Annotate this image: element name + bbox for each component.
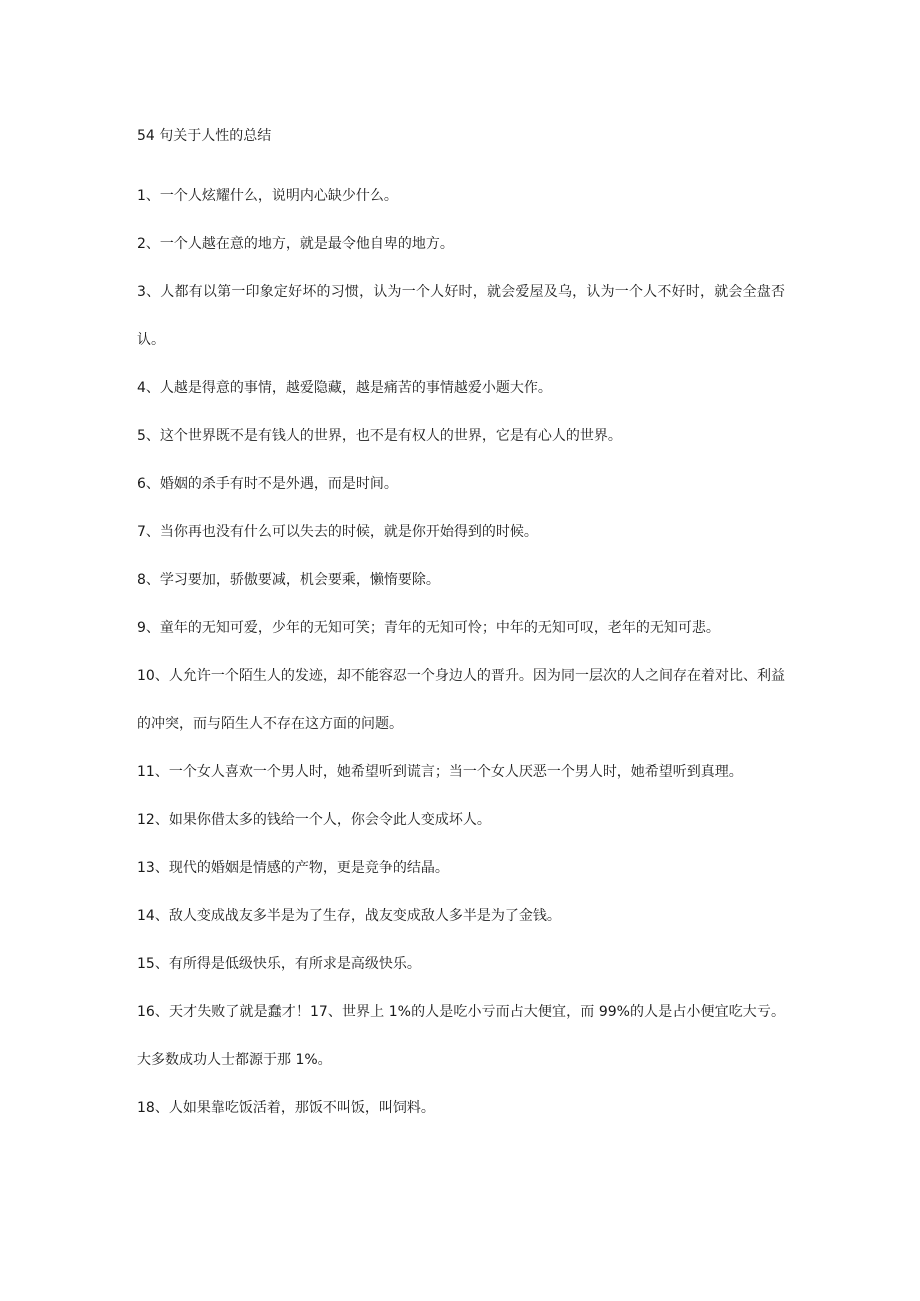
document-body [137,172,785,1132]
paragraph-13: 13、现代的婚姻是情感的产物，更是竞争的结晶。 [137,860,449,876]
paragraph-4: 4、人越是得意的事情，越爱隐藏，越是痛苦的事情越爱小题大作。 [137,380,552,396]
paragraph-8: 8、学习要加，骄傲要减，机会要乘，懒惰要除。 [137,572,440,588]
paragraph-10: 10、人允许一个陌生人的发迹，却不能容忍一个身边人的晋升。因为同一层次的人之间存在着对比、利益的冲突，而与陌生人不存在这方面的问题。 [137,668,785,732]
paragraph-11: 11、一个女人喜欢一个男人时，她希望听到谎言；当一个女人厌恶一个男人时，她希望听到真理。 [137,764,743,780]
paragraph-2: 2、一个人越在意的地方，就是最令他自卑的地方。 [137,236,454,252]
paragraph-12: 12、如果你借太多的钱给一个人，你会令此人变成坏人。 [137,812,491,828]
document-title: 54 句关于人性的总结 [137,128,272,144]
paragraph-1: 1、一个人炫耀什么，说明内心缺少什么。 [137,188,398,204]
paragraph-15: 15、有所得是低级快乐，有所求是高级快乐。 [137,956,421,972]
paragraph-18: 18、人如果靠吃饭活着，那饭不叫饭，叫饲料。 [137,1100,435,1116]
paragraph-7: 7、当你再也没有什么可以失去的时候，就是你开始得到的时候。 [137,524,538,540]
paragraph-9: 9、童年的无知可爱，少年的无知可笑；青年的无知可怜；中年的无知可叹，老年的无知可悲。 [137,620,720,636]
paragraph-6: 6、婚姻的杀手有时不是外遇，而是时间。 [137,476,398,492]
paragraph-14: 14、敌人变成战友多半是为了生存，战友变成敌人多半是为了金钱。 [137,908,561,924]
paragraph-16: 16、天才失败了就是蠢才！17、世界上 1%的人是吃小亏而占大便宜，而 99%的人是占小便宜吃大亏。大多数成功人士都源于那 1%。 [137,1004,785,1068]
paragraph-5: 5、这个世界既不是有钱人的世界，也不是有权人的世界，它是有心人的世界。 [137,428,622,444]
paragraph-3: 3、人都有以第一印象定好坏的习惯，认为一个人好时，就会爱屋及乌，认为一个人不好时，就会全盘否认。 [137,284,785,348]
